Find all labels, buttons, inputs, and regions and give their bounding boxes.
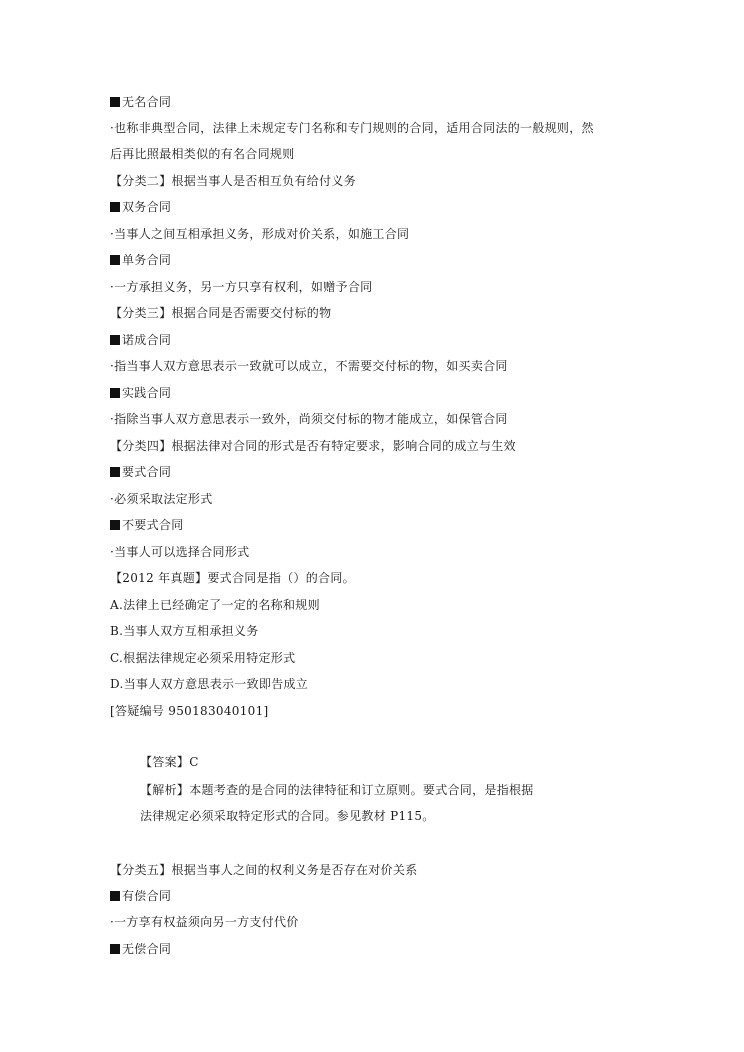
dot-bullet-icon: · — [110, 280, 115, 294]
question-id: [答疑编号 950183040101] — [110, 704, 269, 718]
explanation-line: 【解析】本题考查的是合同的法律特征和订立原则。要式合同，是指根据 — [140, 783, 534, 797]
option-b: B.当事人双方互相承担义务 — [110, 624, 259, 638]
answer-line: 【答案】C — [140, 755, 199, 769]
heading-informal-contract: 不要式合同 — [110, 517, 184, 533]
dot-bullet-icon: · — [110, 227, 115, 241]
definition-line: ·一方承担义务，另一方只享有权利，如赠予合同 — [110, 280, 373, 294]
definition-line: ·一方享有权益须向另一方支付代价 — [110, 915, 299, 929]
definition-line: ·当事人之间互相承担义务，形成对价关系，如施工合同 — [110, 227, 410, 241]
option-c: C.根据法律规定必须采用特定形式 — [110, 651, 296, 665]
dot-bullet-icon: · — [110, 545, 115, 559]
heading-unilateral-contract: 单务合同 — [110, 252, 171, 268]
definition-line: ·必须采取法定形式 — [110, 492, 213, 506]
heading-consensual-contract: 诺成合同 — [110, 332, 171, 348]
dot-bullet-icon: · — [110, 412, 115, 426]
heading-unnamed-contract: 无名合同 — [110, 94, 171, 110]
definition-line-cont: 后再比照最相类似的有名合同规则 — [110, 147, 295, 161]
square-bullet-icon — [110, 335, 120, 345]
option-a: A.法律上已经确定了一定的名称和规则 — [110, 598, 320, 612]
square-bullet-icon — [110, 891, 120, 901]
category-heading: 【分类四】根据法律对合同的形式是否有特定要求，影响合同的成立与生效 — [110, 439, 516, 453]
dot-bullet-icon: · — [110, 359, 115, 373]
heading-paid-contract: 有偿合同 — [110, 888, 171, 904]
definition-line: ·指当事人双方意思表示一致就可以成立，不需要交付标的物，如买卖合同 — [110, 359, 508, 373]
definition-line: ·当事人可以选择合同形式 — [110, 545, 250, 559]
dot-bullet-icon: · — [110, 492, 115, 506]
definition-line: ·指除当事人双方意思表示一致外，尚须交付标的物才能成立，如保管合同 — [110, 412, 508, 426]
dot-bullet-icon: · — [110, 121, 115, 135]
heading-gratuitous-contract: 无偿合同 — [110, 941, 171, 957]
square-bullet-icon — [110, 520, 120, 530]
category-heading: 【分类三】根据合同是否需要交付标的物 — [110, 306, 332, 320]
square-bullet-icon — [110, 202, 120, 212]
exam-question: 【2012 年真题】要式合同是指（）的合同。 — [110, 571, 355, 585]
square-bullet-icon — [110, 255, 120, 265]
category-heading: 【分类二】根据当事人是否相互负有给付义务 — [110, 174, 357, 188]
square-bullet-icon — [110, 97, 120, 107]
square-bullet-icon — [110, 388, 120, 398]
heading-bilateral-contract: 双务合同 — [110, 199, 171, 215]
square-bullet-icon — [110, 944, 120, 954]
definition-line: ·也称非典型合同，法律上未规定专门名称和专门规则的合同，适用合同法的一般规则，然 — [110, 121, 594, 135]
dot-bullet-icon: · — [110, 915, 115, 929]
square-bullet-icon — [110, 467, 120, 477]
explanation-line-cont: 法律规定必须采取特定形式的合同。参见教材 P115。 — [140, 809, 435, 823]
heading-real-contract: 实践合同 — [110, 385, 171, 401]
category-heading: 【分类五】根据当事人之间的权利义务是否存在对价关系 — [110, 863, 418, 877]
option-d: D.当事人双方意思表示一致即告成立 — [110, 677, 309, 691]
heading-formal-contract: 要式合同 — [110, 464, 171, 480]
